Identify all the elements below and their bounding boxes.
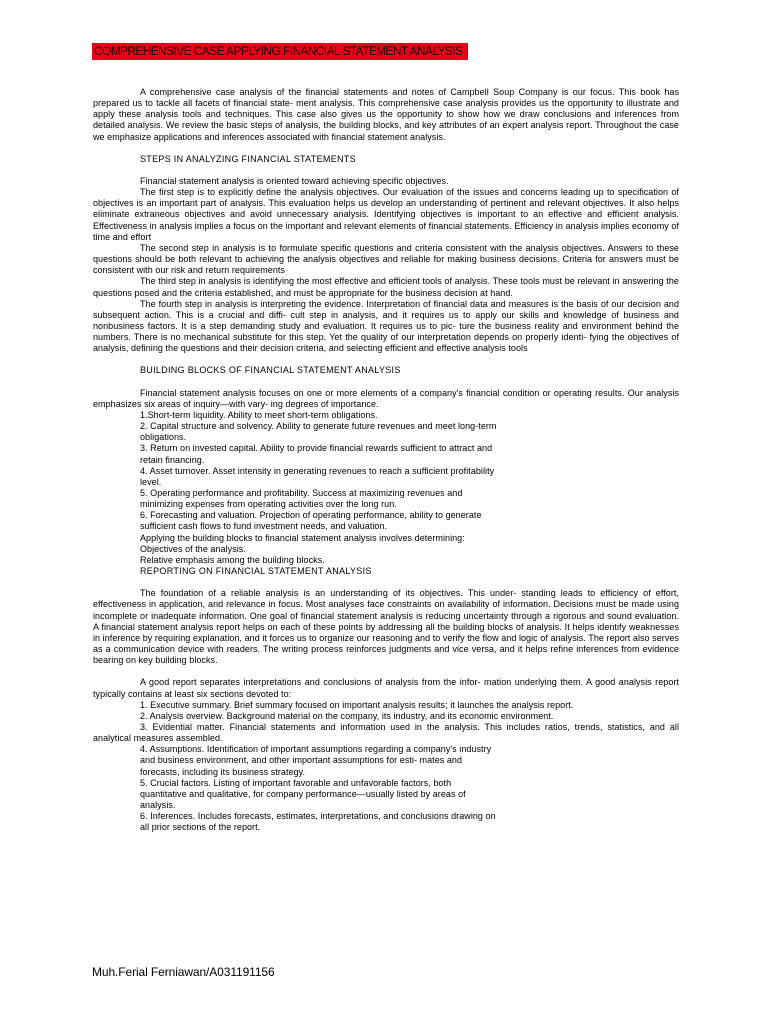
spacer: [93, 354, 679, 365]
spacer: [93, 666, 679, 677]
author-footer: Muh.Ferial Ferniawan/A031191156: [92, 965, 275, 979]
section-heading-blocks: BUILDING BLOCKS OF FINANCIAL STATEMENT ANALYSIS: [140, 365, 401, 376]
reporting-paragraph-1: The foundation of a reliable analysis is an understanding of its objectives. This under- standing leads to efficiency of effort, effectiveness in application, and relevance in focus. Most analyses face constraints on availability of information. Decisions must be made using incomplete or inadequate information. One goal of financial statement analysis is reducing uncertainty through a rigorous and sound evaluation. A financial statement analysis report helps on each of these points by addressing all the building blocks of analysis. It helps identify weaknesses in inference by requiring explanation, and it forces us to organize our reasoning and to verify the flow and logic of analysis. The report also serves as a communication device with readers. The writing process reinforces judgments and vice versa, and it helps refine inferences from evidence bearing on key building blocks.: [93, 588, 679, 666]
block-item: 6. Forecasting and valuation. Projection of operating performance, ability to generate sufficient cash flows to fund investment needs, and valuation.: [140, 510, 482, 532]
report-section-item: 3. Evidential matter. Financial statements and information used in the analysis. This includes ratios, trends, statistics, and all analytical measures assembled.: [93, 721, 679, 744]
steps-lead: Financial statement analysis is oriented toward achieving specific objectives.: [140, 175, 449, 186]
document-body: [93, 87, 679, 834]
report-section-item: 6. Inferences. Includes forecasts, estimates, interpretations, and conclusions drawing on all prior sections of the report.: [140, 811, 496, 833]
block-item: 1.Short-term liquidity. Ability to meet short-term obligations.: [140, 409, 378, 420]
report-section-item: 5. Crucial factors. Listing of important favorable and unfavorable factors, both quantitative and qualitative, for company performance—usually listed by areas of analysis.: [140, 777, 466, 811]
step-third: The third step in analysis is identifying the most effective and efficient tools of analysis. These tools must be relevant in answering the questions posed and the criteria established, and must be appropriate for the business decision at hand.: [93, 276, 679, 298]
reporting-paragraph-2: A good report separates interpretations and conclusions of analysis from the infor- mation underlying them. A good analysis report typically contains at least six sections devoted to:: [93, 677, 679, 699]
report-section-item: 1. Executive summary. Brief summary focused on important analysis results; it launches the analysis report.: [140, 699, 574, 710]
block-item: 4. Asset turnover. Asset intensity in generating revenues to reach a sufficient profitability level.: [140, 465, 495, 487]
intro-paragraph: A comprehensive case analysis of the financial statements and notes of Campbell Soup Company is our focus. This book has prepared us to tackle all facets of financial state- ment analysis. This comprehensive case analysis provides us the opportunity to illustrate and apply these analysis tools and techniques. This case also gives us the opportunity to show how we draw conclusions and inferences from detailed analysis. We review the basic steps of analysis, the building blocks, and key attributes of an expert analysis report. Throughout the case we emphasize applications and inferences associated with financial statement analysis.: [93, 87, 679, 142]
spacer: [93, 577, 679, 588]
step-second: The second step in analysis is to formulate specific questions and criteria consistent with the analysis objectives. Answers to these questions should be both relevant to achieving the analysis objectives and reliable for making business decisions. Criteria for answers must be consistent with our risk and return requirements: [93, 242, 679, 276]
blocks-applying: Applying the building blocks to financial statement analysis involves determining:: [140, 532, 465, 543]
blocks-objectives: Objectives of the analysis.: [140, 543, 246, 554]
step-first: The first step is to explicitly define the analysis objectives. Our evaluation of the issues and concerns leading up to specification of objectives is an important part of analysis. This evaluation helps us develop an understanding of pertinent and relevant objectives. It also helps eliminate extraneous objectives and avoid unnecessary analysis. Identifying objectives is important to an effective and efficient analysis. Effectiveness in analysis implies a focus on the important and relevant elements of financial statements. Efficiency in analysis implies economy of time and effort: [93, 187, 679, 242]
section-heading-reporting: REPORTING ON FINANCIAL STATEMENT ANALYSIS: [140, 566, 372, 577]
spacer: [93, 377, 679, 388]
block-item: 3. Return on invested capital. Ability to provide financial rewards sufficient to attract and retain financing.: [140, 443, 493, 465]
report-section-item: 4. Assumptions. Identification of important assumptions regarding a company's industry and business environment, and other important assumptions for esti- mates and forecasts, including its business strategy.: [140, 744, 492, 777]
block-item: 5. Operating performance and profitability. Success at maximizing revenues and minimizing expenses from operating activities over the long run.: [140, 488, 463, 510]
blocks-intro: Financial statement analysis focuses on one or more elements of a company's financial condition or operating results. Our analysis emphasizes six areas of inquiry—with vary- ing degrees of importance.: [93, 387, 679, 409]
spacer: [93, 143, 679, 154]
step-fourth: The fourth step in analysis is interpreting the evidence. Interpretation of financial data and measures is the basis of our decision and subsequent action. This is a crucial and diffi- cult step in analysis, and it requires us to apply our skills and knowledge of business and nonbusiness factors. It is a step demanding study and evaluation. It requires us to pic- ture the business reality and environment behind the numbers. There is no mechanical substitute for this step. Yet the quality of our interpretation depends on properly identi- fying the objectives of analysis, defining the questions and their decision criteria, and selecting efficient and effective analysis tools: [93, 298, 679, 354]
report-section-item: 2. Analysis overview. Background material on the company, its industry, and its economic environment.: [140, 710, 554, 721]
blocks-relative: Relative emphasis among the building blocks.: [140, 554, 325, 565]
block-item: 2. Capital structure and solvency. Ability to generate future revenues and meet long-term obligations.: [140, 421, 497, 443]
document-title: COMPREHENSIVE CASE APPLYING FINANCIAL STATEMENT ANALYSIS: [92, 43, 468, 60]
section-heading-steps: STEPS IN ANALYZING FINANCIAL STATEMENTS: [140, 153, 356, 164]
spacer: [93, 165, 679, 176]
